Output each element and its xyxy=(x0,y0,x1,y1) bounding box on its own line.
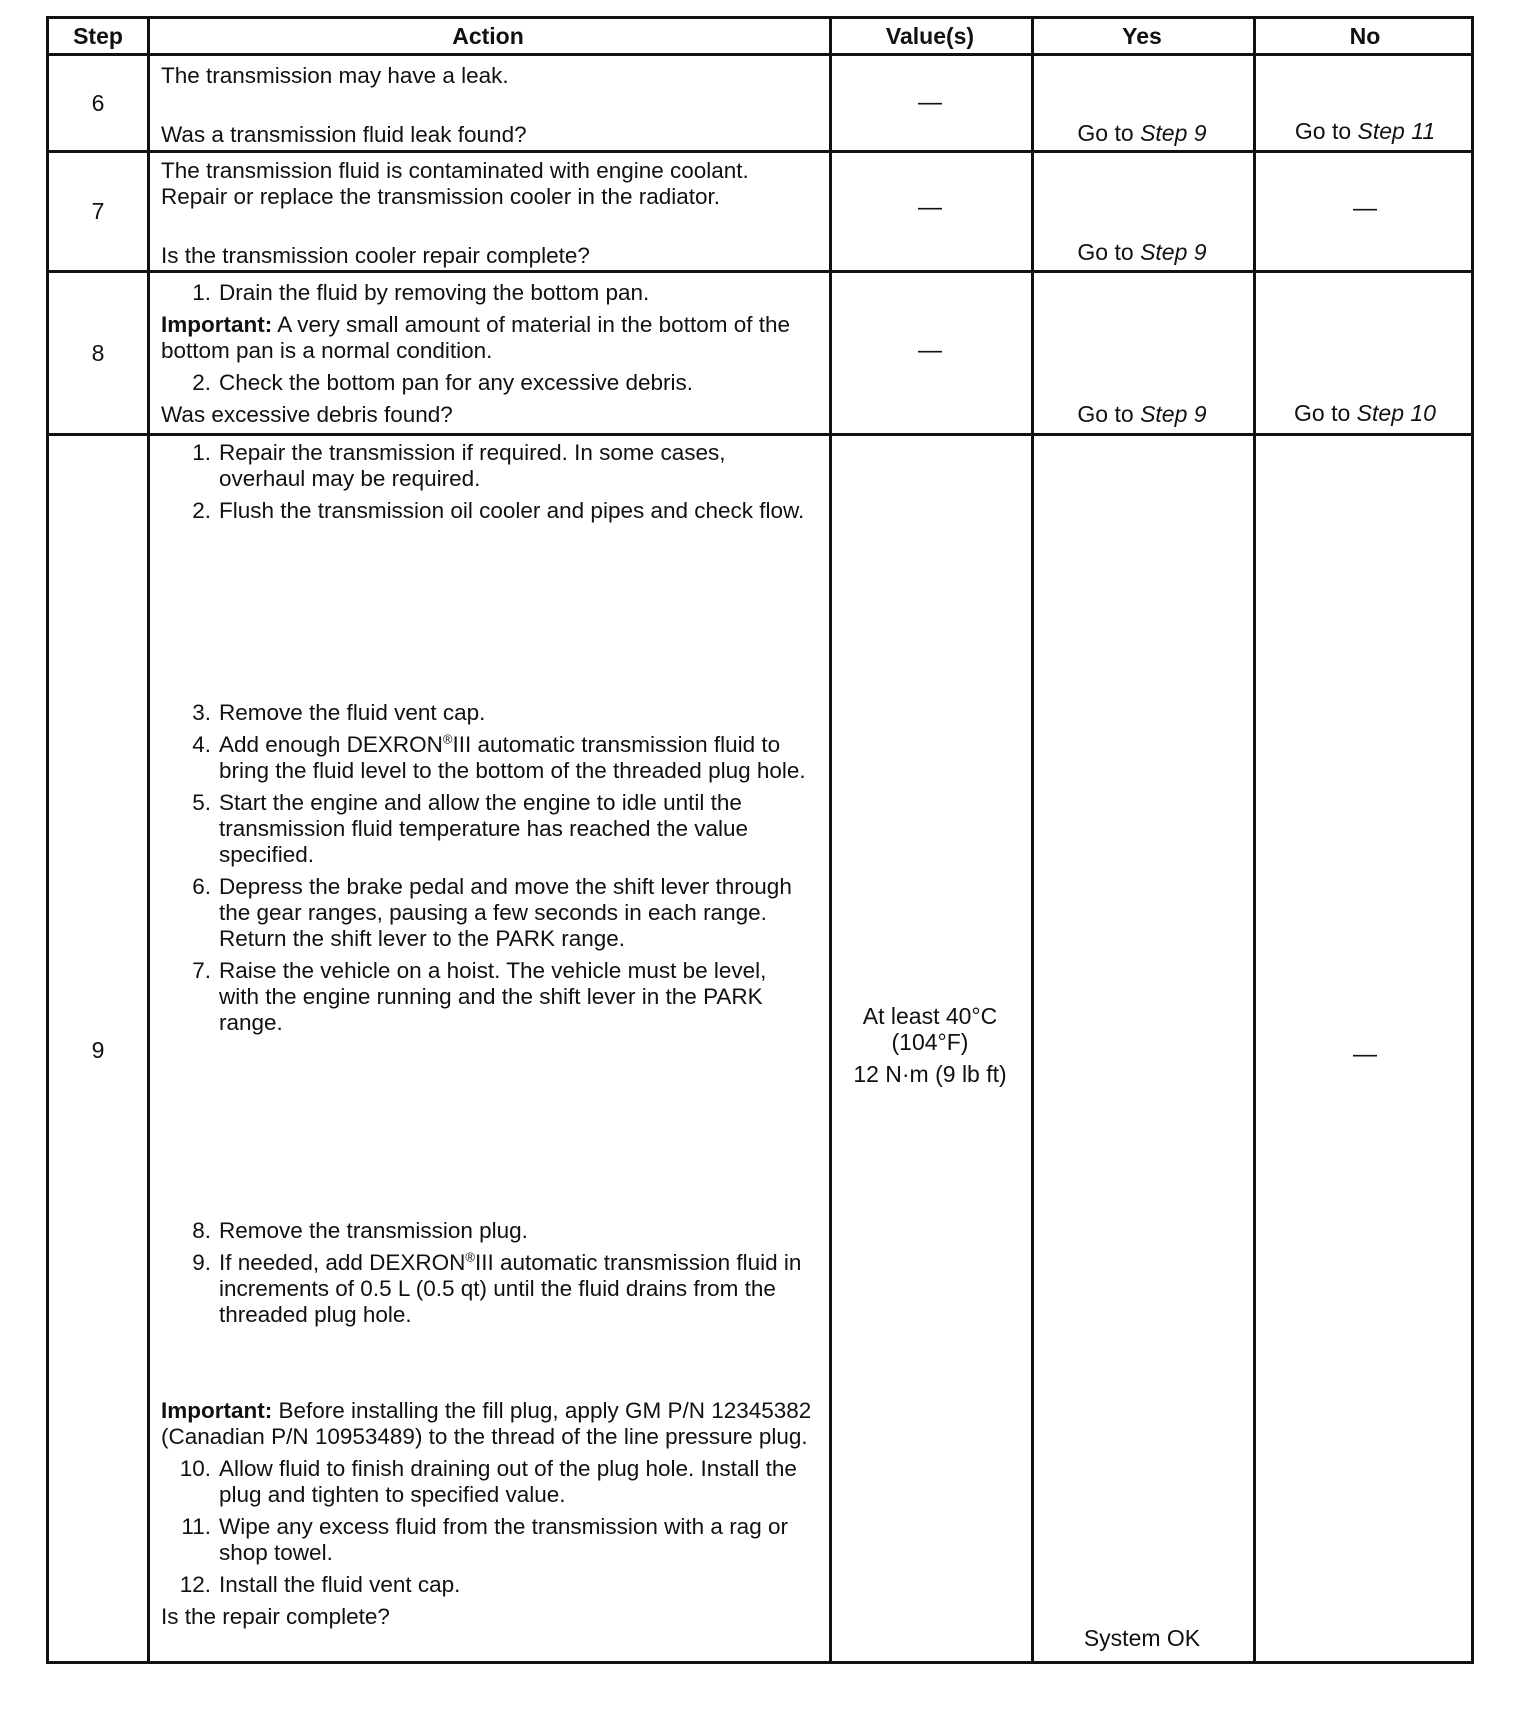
action-list-item xyxy=(161,958,811,1036)
item-text: If needed, add DEXRON®III automatic transmission fluid in increments of 0.5 L (0.5 qt) until the fluid drains from the threaded plug hole. xyxy=(219,1249,802,1327)
action-text xyxy=(161,158,801,210)
important-label: Important: xyxy=(161,312,273,337)
no-cell: — xyxy=(1353,195,1377,222)
action-text xyxy=(161,63,821,89)
item-number: 11. xyxy=(181,1514,211,1539)
action-line: The transmission fluid is contaminated with engine coolant. Repair or replace the transmission cooler in the radiator. xyxy=(161,158,749,209)
action-list-item xyxy=(161,1514,831,1566)
item-text: Install the fluid vent cap. xyxy=(219,1572,461,1597)
action-list-item xyxy=(161,790,811,868)
action-list-item xyxy=(161,370,821,396)
step-link: Step 9 xyxy=(1140,239,1207,265)
important-text: Before installing the fill plug, apply GM P/N 12345382 (Canadian P/N 10953489) to the thread of the line pressure plug. xyxy=(161,1398,812,1449)
row-divider xyxy=(49,433,1471,436)
header-yes: Yes xyxy=(1122,22,1162,49)
action-list-item xyxy=(161,280,821,306)
action-list-group xyxy=(161,790,811,1036)
question-text: Is the transmission cooler repair complete? xyxy=(161,243,590,268)
item-text: Drain the fluid by removing the bottom pan. xyxy=(219,280,650,305)
action-list-item xyxy=(161,1218,821,1244)
yes-cell xyxy=(1031,56,1253,150)
yes-answer: Go to Step 9 xyxy=(1077,239,1207,265)
item-number: 10. xyxy=(179,1456,211,1481)
item-text: Start the engine and allow the engine to idle until the transmission fluid temperature has reached the value specified. xyxy=(219,790,749,867)
item-number: 2. xyxy=(192,370,211,395)
header-no: No xyxy=(1349,22,1381,49)
no-cell xyxy=(1253,273,1477,433)
yes-answer: Go to Step 9 xyxy=(1077,120,1207,146)
value-cell xyxy=(829,1003,1031,1087)
item-text: Flush the transmission oil cooler and pipes and check flow. xyxy=(219,498,805,523)
no-answer: Go to Step 11 xyxy=(1294,118,1436,144)
item-number: 7. xyxy=(192,958,211,983)
action-list-group xyxy=(161,1218,821,1328)
item-text: Allow fluid to finish draining out of the plug hole. Install the plug and tighten to specified value. xyxy=(219,1456,797,1507)
item-text: Check the bottom pan for any excessive debris. xyxy=(219,370,693,395)
action-text xyxy=(161,280,821,428)
value-torque: 12 N·m (9 lb ft) xyxy=(853,1061,1007,1087)
action-line: The transmission may have a leak. xyxy=(161,63,509,88)
item-text: Remove the fluid vent cap. xyxy=(219,700,486,725)
action-list-group xyxy=(161,700,811,1036)
step-number: 9 xyxy=(91,1036,105,1063)
step-number: 6 xyxy=(91,89,105,116)
item-number: 9. xyxy=(192,1250,211,1275)
action-list-item xyxy=(161,874,811,952)
step-number: 7 xyxy=(91,198,105,224)
value-cell: — xyxy=(918,194,942,221)
header-action: Action xyxy=(452,22,524,49)
item-number: 1. xyxy=(192,280,211,305)
item-text: Raise the vehicle on a hoist. The vehicle must be level, with the engine running and the shift lever in the PARK range. xyxy=(219,958,767,1035)
action-list-group xyxy=(161,440,811,524)
action-list-group xyxy=(161,1398,831,1630)
item-text: Remove the transmission plug. xyxy=(219,1218,528,1243)
header-values: Value(s) xyxy=(885,22,975,49)
yes-cell xyxy=(1031,153,1253,270)
item-text: Add enough DEXRON®III automatic transmission fluid to bring the fluid level to the bottom of the threaded plug hole. xyxy=(219,731,806,783)
value-cell: — xyxy=(918,337,942,364)
important-note xyxy=(161,312,821,364)
action-list-item xyxy=(161,1456,831,1508)
no-cell xyxy=(1253,56,1477,150)
item-number: 5. xyxy=(192,790,211,815)
item-number: 3. xyxy=(192,700,211,725)
item-number: 4. xyxy=(192,732,211,757)
yes-answer: System OK xyxy=(1083,1625,1201,1651)
action-list-item xyxy=(161,440,811,492)
yes-cell xyxy=(1031,273,1253,433)
step-link: Step 11 xyxy=(1357,118,1436,144)
diagnostic-table xyxy=(46,16,1474,1664)
action-list-item xyxy=(161,700,811,726)
action-question xyxy=(161,122,821,148)
column-divider xyxy=(1253,19,1256,1661)
value-temperature: At least 40°C (104°F) xyxy=(862,1003,998,1055)
step-link: Step 10 xyxy=(1356,400,1436,426)
item-number: 12. xyxy=(179,1572,211,1597)
registered-mark: ® xyxy=(442,731,453,747)
action-list-item xyxy=(161,1572,831,1598)
important-text: A very small amount of material in the bottom of the bottom pan is a normal condition. xyxy=(161,312,791,363)
item-number: 8. xyxy=(192,1218,211,1243)
item-number: 2. xyxy=(192,498,211,523)
step-link: Step 9 xyxy=(1140,120,1207,146)
item-text: Depress the brake pedal and move the shift lever through the gear ranges, pausing a few seconds in each range. Return the shift lever to the PARK range. xyxy=(219,874,792,951)
header-step: Step xyxy=(73,22,123,49)
value-cell: — xyxy=(918,89,942,116)
important-label: Important: xyxy=(161,1398,273,1423)
item-number: 6. xyxy=(192,874,211,899)
registered-mark: ® xyxy=(465,1249,475,1265)
yes-answer: Go to Step 9 xyxy=(1077,401,1207,427)
action-list-item xyxy=(161,498,811,524)
no-cell: — xyxy=(1353,1041,1377,1068)
action-list-item xyxy=(161,1250,821,1328)
important-note xyxy=(161,1398,831,1450)
item-number: 1. xyxy=(192,440,211,465)
no-answer: Go to Step 10 xyxy=(1294,400,1436,426)
question-text: Is the repair complete? xyxy=(161,1604,390,1629)
row-divider xyxy=(49,150,1471,153)
action-list-item xyxy=(161,732,811,784)
action-question xyxy=(161,243,821,269)
question-text: Was a transmission fluid leak found? xyxy=(161,122,527,147)
action-list-group xyxy=(161,1456,831,1598)
item-text: Wipe any excess fluid from the transmission with a rag or shop towel. xyxy=(219,1514,788,1565)
question-text: Was excessive debris found? xyxy=(161,402,453,427)
item-text: Repair the transmission if required. In some cases, overhaul may be required. xyxy=(219,440,726,491)
step-number: 8 xyxy=(91,339,105,366)
step-link: Step 9 xyxy=(1140,401,1207,427)
column-divider xyxy=(147,19,150,1661)
